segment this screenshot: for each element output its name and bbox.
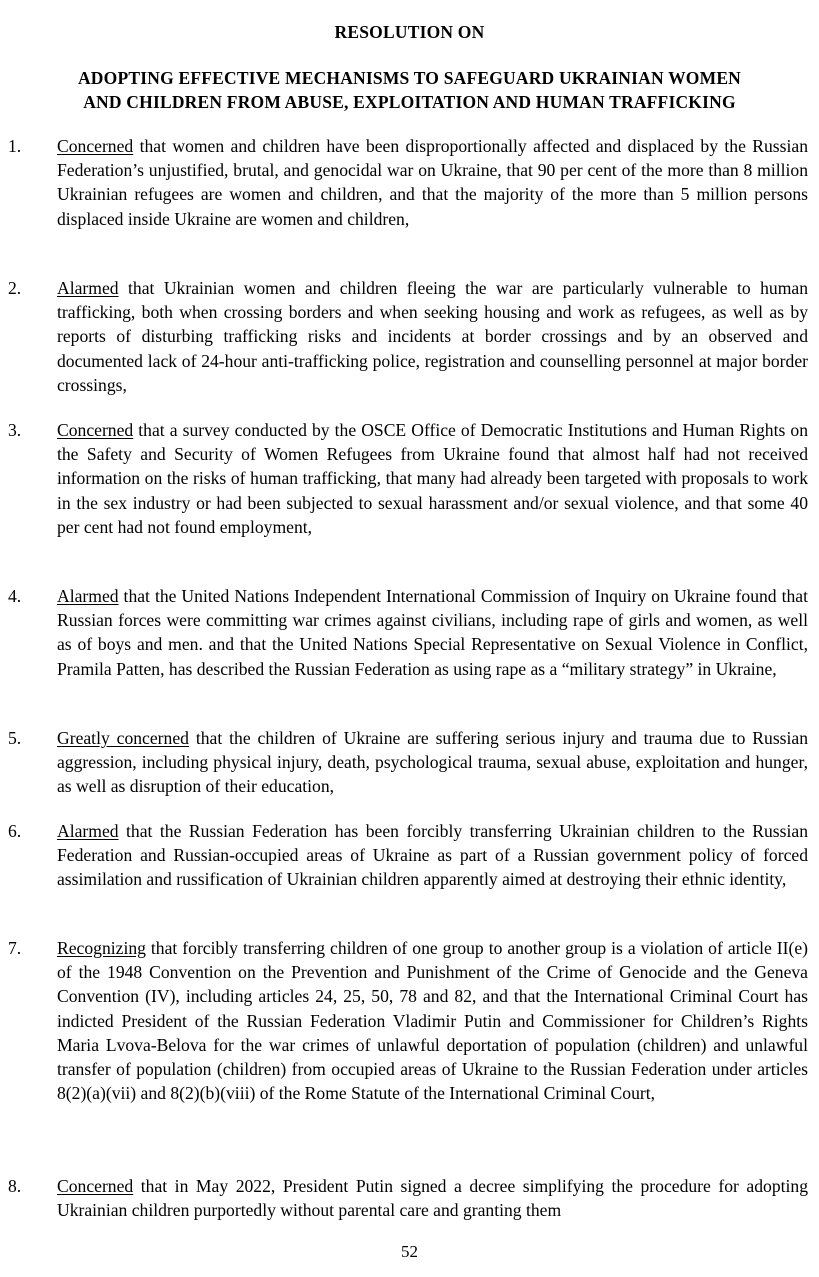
resolution-title-line-1: ADOPTING EFFECTIVE MECHANISMS TO SAFEGUARD UKRAINIAN WOMEN bbox=[77, 68, 742, 88]
paragraph-lead: Alarmed bbox=[57, 586, 119, 606]
paragraph-lead: Recognizing bbox=[57, 938, 146, 958]
paragraph-2 bbox=[8, 276, 808, 397]
paragraph-lead: Concerned bbox=[57, 1176, 134, 1196]
paragraph-text: that a survey conducted by the OSCE Office of Democratic Institutions and Human Rights on the Safety and Security of Women Refugees from Ukraine found that almost half had not received information on the risks of human trafficking, that many had already been targeted with proposals to work in the sex industry or had been subjected to sexual harassment and/or sexual violence, and that some 40 per cent had not found employment, bbox=[57, 420, 808, 537]
paragraph-body bbox=[57, 276, 808, 397]
paragraph-number: 8. bbox=[8, 1176, 22, 1196]
paragraph-4 bbox=[8, 584, 808, 681]
paragraph-lead: Greatly concerned bbox=[57, 728, 189, 748]
paragraph-body bbox=[57, 1174, 808, 1222]
paragraph-1 bbox=[8, 134, 808, 231]
paragraph-8 bbox=[8, 1174, 808, 1222]
paragraph-number: 1. bbox=[8, 136, 22, 156]
paragraph-text: that forcibly transferring children of one group to another group is a violation of article II(e) of the 1948 Convention on the Prevention and Punishment of the Crime of Genocide and the Geneva Convention (IV), including articles 24, 25, 50, 78 and 82, and that the International Criminal Court has indicted President of the Russian Federation Vladimir Putin and Commissioner for Children’s Rights Maria Lvova-Belova for the war crimes of unlawful deportation of population (children) and unlawful transfer of population (children) from occupied areas of Ukraine to the Russian Federation under articles 8(2)(a)(vii) and 8(2)(b)(viii) of the Rome Statute of the International Criminal Court, bbox=[57, 938, 808, 1104]
paragraph-body bbox=[57, 936, 808, 1105]
paragraph-lead: Alarmed bbox=[57, 821, 119, 841]
paragraph-body bbox=[57, 418, 808, 539]
paragraph-text: that Ukrainian women and children fleeing the war are particularly vulnerable to human trafficking, both when crossing borders and when seeking housing and work as refugees, as well as by reports of disturbing trafficking risks and incidents at border crossings and by an observed and documented lack of 24-hour anti-trafficking police, registration and counselling personnel at major border crossings, bbox=[57, 278, 808, 395]
paragraph-body bbox=[57, 819, 808, 892]
paragraph-text: that in May 2022, President Putin signed a decree simplifying the procedure for adopting Ukrainian children purportedly without parental care and granting them bbox=[57, 1176, 808, 1221]
paragraph-number: 4. bbox=[8, 586, 22, 606]
paragraph-number: 5. bbox=[8, 728, 22, 748]
paragraph-text: that women and children have been disproportionally affected and displaced by the Russian Federation’s unjustified, brutal, and genocidal war on Ukraine, that 90 per cent of the more than 8 million Ukrainian refugees are women and children, and that the majority of the more than 5 million persons displaced inside Ukraine are women and children, bbox=[57, 136, 808, 229]
resolution-heading: RESOLUTION ON bbox=[334, 22, 485, 42]
page-number: 52 bbox=[401, 1242, 418, 1261]
paragraph-3 bbox=[8, 418, 808, 539]
paragraph-number: 7. bbox=[8, 938, 22, 958]
paragraph-lead: Alarmed bbox=[57, 278, 119, 298]
paragraph-6 bbox=[8, 819, 808, 892]
paragraph-5 bbox=[8, 726, 808, 799]
paragraph-text: that the Russian Federation has been forcibly transferring Ukrainian children to the Russian Federation and Russian-occupied areas of Ukraine as part of a Russian government policy of forced assimilation and russification of Ukrainian children apparently aimed at destroying their ethnic identity, bbox=[57, 821, 808, 890]
paragraph-body bbox=[57, 584, 808, 681]
paragraph-lead: Concerned bbox=[57, 136, 134, 156]
paragraph-text: that the children of Ukraine are suffering serious injury and trauma due to Russian aggression, including physical injury, death, psychological trauma, sexual abuse, exploitation and hunger, as well as disruption of their education, bbox=[57, 728, 809, 797]
paragraph-body bbox=[57, 134, 808, 231]
paragraph-lead: Concerned bbox=[57, 420, 134, 440]
paragraph-body bbox=[57, 726, 808, 799]
paragraph-7 bbox=[8, 936, 808, 1105]
resolution-title-line-2: AND CHILDREN FROM ABUSE, EXPLOITATION AND HUMAN TRAFFICKING bbox=[83, 92, 736, 112]
paragraph-number: 2. bbox=[8, 278, 22, 298]
paragraph-number: 3. bbox=[8, 420, 22, 440]
paragraph-number: 6. bbox=[8, 821, 22, 841]
paragraph-text: that the United Nations Independent International Commission of Inquiry on Ukraine found that Russian forces were committing war crimes against civilians, including rape of girls and women, as well as of boys and men. and that the United Nations Special Representative on Sexual Violence in Conflict, Pramila Patten, has described the Russian Federation as using rape as a “military strategy” in Ukraine, bbox=[57, 586, 808, 679]
